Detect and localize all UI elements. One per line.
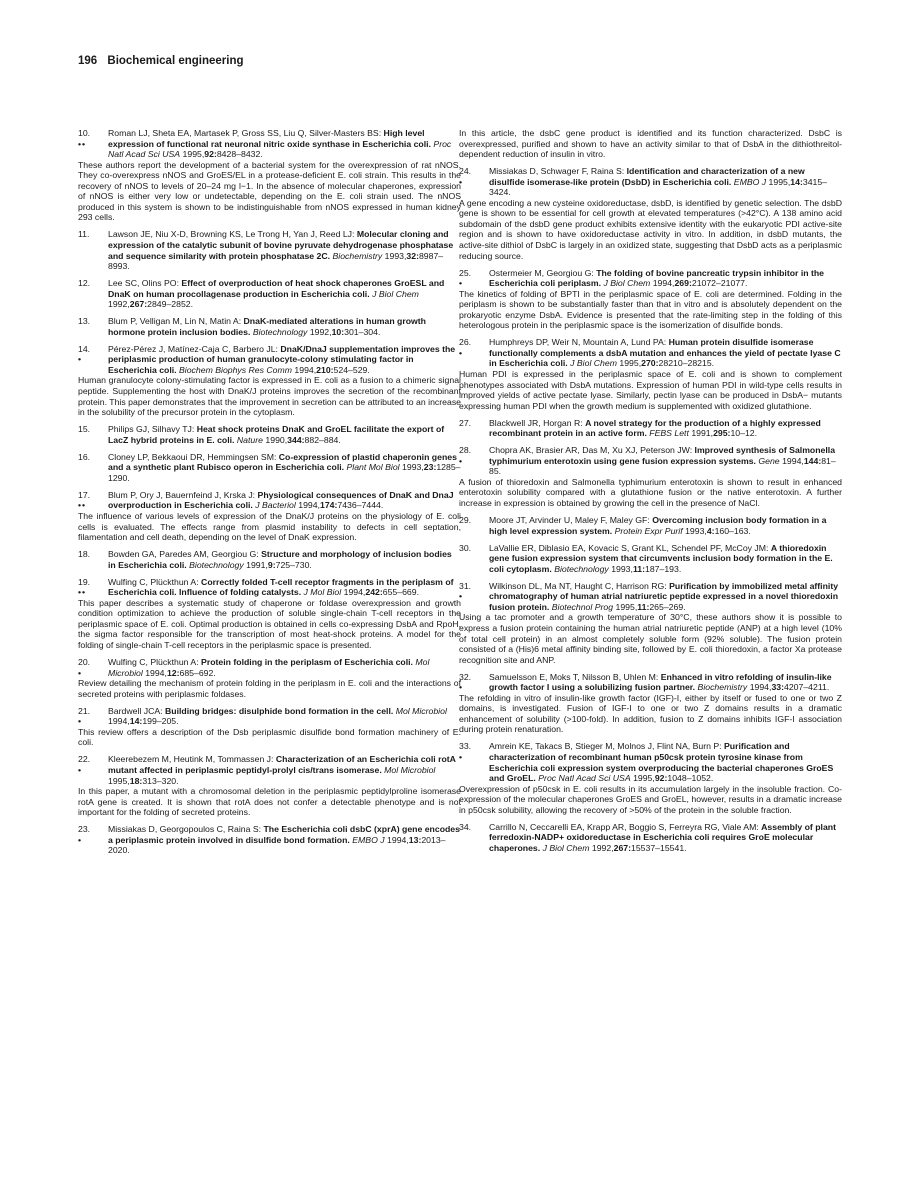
reference-title: The folding of bovine pancreatic trypsin inhibitor in the Escherichia coli periplasm. (489, 267, 825, 289)
reference-number: 25. (459, 267, 472, 278)
reference-pages: 8428–8432. (216, 149, 263, 160)
reference-year: 1991, (691, 428, 714, 439)
reference-entry (459, 418, 842, 439)
reference-authors: LaVallie ER, Diblasio EA, Kovacic S, Grant KL, Schendel PF, McCoy JM: (489, 542, 769, 553)
reference-journal: Nature (236, 434, 263, 445)
reference-entry (459, 515, 842, 536)
reference-title: The Escherichia coli dsbC (xprA) gene encodes a periplasmic protein involved in disulfide bond formation. (108, 824, 460, 845)
reference-authors: Lawson JE, Niu X-D, Browning KS, Le Trong H, Yan J, Reed LJ: (108, 229, 355, 240)
citation (108, 278, 461, 310)
reference-authors: Moore JT, Arvinder U, Maley F, Maley GF: (489, 515, 650, 526)
reference-volume: 23: (423, 462, 437, 473)
citation (108, 577, 461, 598)
reference-title: Physiological consequences of DnaK and DnaJ overproduction in Escherichia coli. (108, 489, 454, 511)
citation (489, 166, 842, 198)
reference-year: 1993, (402, 462, 424, 473)
reference-annotation: The influence of various levels of expression of the DnaK/J proteins on the physiology of E. coli cells is evaluated. The effects range from plasmid instability to defects in cell septation, filamentation and cell death, depending on the level of DnaK expression. (78, 511, 461, 543)
reference-authors: Humphreys DP, Weir N, Mountain A, Lund PA: (489, 337, 667, 348)
reference-authors: Wulfing C, Plückthun A: (108, 576, 199, 587)
reference-title: Enhanced in vitro refolding of insulin-like growth factor I using a solubilizing fusion partner. (489, 671, 832, 693)
reference-number: 28. (459, 445, 472, 456)
reference-authors: Missiakas D, Schwager F, Raina S: (489, 166, 625, 177)
reference-journal: J Mol Biol (303, 587, 342, 598)
reference-authors: Blum P, Velligan M, Lin N, Matin A: (108, 316, 242, 327)
reference-entry (459, 822, 842, 854)
reference-entry (78, 128, 461, 223)
reference-journal: Mol Microbiol (395, 705, 447, 716)
reference-journal: FEBS Lett (649, 428, 689, 439)
reference-entry (78, 706, 461, 748)
reference-number: 26. (459, 337, 472, 348)
reference-entry (459, 337, 842, 411)
citation (489, 741, 842, 783)
reference-entry (78, 424, 461, 445)
reference-authors: Missiakas D, Georgopoulos C, Raina S: (108, 824, 262, 835)
reference-volume: 32: (406, 250, 419, 261)
reference-annotation: Human PDI is expressed in the periplasmic space of E. coli and is shown to complement phenotypes associated with DsbA mutations. Expression of human PDI in wild-type cells results in improved yields of active pectate lyase. Similarly, pectin lyase can be produced in DsbA− mutants expressing human PDI when the growth medium is supplemented with oxidized glutathione. (459, 368, 842, 411)
reference-volume: 14: (790, 176, 803, 187)
reference-entry (78, 549, 461, 570)
citation (489, 337, 842, 369)
reference-journal: Mol Microbiol (108, 657, 430, 678)
reference-entry (459, 741, 842, 815)
annotation-rating: •• (78, 587, 87, 598)
reference-year: 1994, (145, 667, 167, 678)
reference-pages: 10–12. (730, 428, 758, 439)
reference-journal: J Biol Chem (603, 278, 651, 289)
reference-annotation: The refolding in vitro of insulin-like growth factor (IGF)-I, either by itself or fused to one or two Z domains, is investigated. Fusion of IGF-I to one or two Z domains results in a dramatic enhancement of solubility (>100-fold). In addition, fusion to Z domains inhibits IGF-I association during protein renaturation. (459, 692, 842, 735)
reference-journal: Gene (758, 455, 780, 466)
citation (489, 581, 842, 613)
reference-title: Effect of overproduction of heat shock chaperones GroESL and DnaK on human procollagenase production in Escherichia coli. (108, 278, 445, 299)
reference-authors: Cloney LP, Bekkaoui DR, Hemmingsen SM: (108, 451, 277, 462)
reference-journal: Biochemistry (697, 682, 748, 693)
reference-pages: 15537–15541. (631, 842, 687, 853)
reference-year: 1990, (265, 434, 288, 445)
reference-year: 1994, (108, 716, 130, 727)
citation (108, 657, 461, 678)
reference-number: 33. (459, 741, 472, 752)
reference-volume: 144: (803, 455, 822, 466)
reference-number: 21. (78, 705, 91, 716)
reference-pages: 882–884. (304, 434, 341, 445)
reference-volume: 267: (613, 842, 632, 853)
reference-entry (78, 344, 461, 418)
reference-journal: EMBO J (733, 176, 767, 187)
reference-volume: 12: (166, 667, 180, 678)
reference-number: 17. (78, 489, 91, 500)
reference-journal: Mol Microbiol (384, 764, 436, 775)
reference-annotation: Using a tac promoter and a growth temperature of 30°C, these authors show it is possible to express a fusion protein containing the human atrial natriuretic peptide (ANP) at a high level (10% of total cell protein) in an almost completely soluble form (92% soluble). The fusion protein consisted of a (His)6 metal affinity binding site, followed by E. coli thioredoxin, a factor Xa protease recognition site and ANP. (459, 612, 842, 665)
reference-title: Protein folding in the periplasm of Escherichia coli. (201, 657, 413, 668)
reference-title: Characterization of an Escherichia coli rotA mutant affected in periplasmic peptidyl-prolyl cis/trans isomerase. (108, 754, 456, 775)
reference-volume: 10: (331, 326, 345, 337)
annotation-rating: • (459, 455, 464, 466)
reference-pages: 265–269. (649, 601, 686, 612)
reference-journal: Biotechnology (189, 559, 244, 570)
right-column (459, 128, 842, 860)
page-header (78, 55, 244, 67)
reference-entry (78, 278, 461, 310)
reference-number: 32. (459, 671, 472, 682)
reference-volume: 267: (129, 299, 148, 310)
annotation-rating: • (78, 667, 83, 678)
reference-journal: EMBO J (352, 834, 385, 845)
reference-number: 23. (78, 824, 91, 835)
reference-title: Purification by immobilized metal affinity chromatography of human atrial natriuretic peptide expressed in a novel thioredoxin fusion protein. (489, 580, 839, 612)
running-title: Biochemical engineering (107, 55, 244, 67)
reference-authors: Chopra AK, Brasier AR, Das M, Xu XJ, Peterson JW: (489, 445, 693, 456)
reference-number: 16. (78, 451, 91, 462)
annotation-rating: • (459, 682, 464, 693)
reference-authors: Wulfing C, Plückthun A: (108, 657, 199, 668)
reference-volume: 242: (365, 587, 383, 598)
reference-title: Building bridges: disulphide bond formation in the cell. (164, 705, 394, 716)
reference-year: 1993, (685, 525, 707, 536)
reference-volume: 344: (287, 434, 305, 445)
reference-entry (78, 316, 461, 337)
reference-title: Assembly of plant ferredoxin-NADP+ oxidoreductase in Escherichia coli requires GroE molecular chaperones. (489, 821, 836, 853)
reference-pages: 2849–2852. (147, 299, 194, 310)
reference-pages: 81–85. (489, 455, 836, 477)
reference-number: 19. (78, 576, 91, 587)
reference-journal: Biotechnology (554, 563, 609, 574)
reference-volume: 92: (204, 149, 217, 160)
reference-year: 1992, (309, 326, 332, 337)
citation (108, 490, 461, 511)
citation (108, 424, 461, 445)
reference-annotation: In this paper, a mutant with a chromosomal deletion in the periplasmic peptidylproline isomerase rotA gene is created. It is shown that rotA does not confer a detectable phenotype and is not important for the folding of secreted proteins. (78, 786, 461, 818)
reference-pages: 725–730. (275, 559, 312, 570)
reference-title: Molecular cloning and expression of the catalytic subunit of bovine pyruvate dehydrogenase phosphatase and sequence similarity with protein phosphatase 2C. (108, 229, 454, 261)
continued-annotation: In this article, the dsbC gene product is identified and its function characterized. DsbC is overexpressed, purified and shown to have an activity similar to that of DsbA in the dithiothreitol-dependent reduction of insulin in vitro. (459, 128, 842, 160)
reference-year: 1994, (652, 278, 675, 289)
reference-annotation: Overexpression of p50csk in E. coli results in its accumulation largely in the insoluble fraction. Co-expression of the molecular chaperones GroES and GroEL, however, results in a dramatic increase in p50csk solubility, allowing the recovery of >50% of the protein in the soluble fraction. (459, 783, 842, 815)
reference-title: DnaK-mediated alterations in human growth hormone protein inclusion bodies. (108, 316, 426, 337)
reference-authors: Philips GJ, Silhavy TJ: (108, 424, 195, 435)
reference-entry (459, 166, 842, 261)
reference-authors: Ostermeier M, Georgiou G: (489, 267, 594, 278)
reference-number: 30. (459, 542, 472, 553)
reference-journal: Proc Natl Acad Sci USA (108, 138, 452, 160)
reference-number: 12. (78, 278, 91, 289)
citation (489, 672, 842, 693)
reference-pages: 187–193. (645, 563, 682, 574)
citation (489, 418, 842, 439)
reference-entry (78, 657, 461, 699)
reference-volume: 269: (674, 278, 692, 289)
citation (108, 706, 461, 727)
reference-year: 1993, (611, 563, 633, 574)
reference-authors: Kleerebezem M, Heutink M, Tommassen J: (108, 754, 274, 765)
reference-number: 10. (78, 128, 91, 138)
reference-title: High level expression of functional rat neuronal nitric oxide synthase in Escherichia coli. (108, 128, 431, 149)
reference-journal: Proc Natl Acad Sci USA (538, 773, 631, 784)
reference-annotation: A fusion of thioredoxin and Salmonella typhimurium enterotoxin is shown to result in enhanced enterotoxin solubility compared with a glutathione fusion or the native enterotoxin. A further increase in expression is obtained by growing the cell in the presence of NaCl. (459, 476, 842, 508)
reference-authors: Bardwell JCA: (108, 705, 163, 716)
annotation-rating: • (459, 751, 464, 762)
reference-journal: Biochem Biophys Res Comm (179, 364, 292, 375)
reference-year: 1995, (768, 176, 791, 187)
reference-annotation: This review offers a description of the Dsb periplasmic disulfide bond formation machinery of E. coli. (78, 726, 461, 748)
reference-year: 1993, (384, 250, 407, 261)
annotation-rating: • (78, 764, 83, 775)
citation (489, 515, 842, 536)
citation (108, 344, 461, 376)
reference-entry (78, 490, 461, 543)
reference-journal: J Biol Chem (542, 842, 590, 853)
citation (108, 824, 461, 856)
reference-journal: Biotechnology (252, 326, 308, 337)
reference-year: 1995, (182, 149, 205, 160)
reference-pages: 524–529. (333, 364, 370, 375)
reference-pages: 1048–1052. (667, 773, 714, 784)
reference-title: Heat shock proteins DnaK and GroEL facilitate the export of LacZ hybrid proteins in E. coli. (108, 424, 445, 445)
citation (108, 316, 461, 337)
annotation-rating: • (459, 278, 464, 289)
citation (489, 822, 842, 854)
reference-entry (78, 229, 461, 271)
reference-volume: 210: (316, 364, 334, 375)
reference-volume: 18: (129, 775, 143, 786)
reference-journal: Protein Expr Purif (614, 525, 683, 536)
citation (108, 229, 461, 271)
reference-year: 1994, (294, 364, 317, 375)
reference-pages: 7436–7444. (337, 500, 384, 511)
reference-entry (459, 445, 842, 508)
reference-title: Purification and characterization of recombinant human p50csk protein tyrosine kinase from Escherichia coli expression system overproducing the bacterial chaperones GroES and GroEL. (489, 741, 834, 784)
reference-pages: 2013–2020. (108, 834, 446, 856)
reference-entry (459, 543, 842, 575)
reference-entry (78, 577, 461, 651)
reference-volume: 92: (654, 773, 668, 784)
reference-title: Overcoming inclusion body formation in a high level expression system. (489, 515, 827, 536)
reference-pages: 28210–28215. (658, 358, 715, 369)
reference-year: 1994, (749, 682, 772, 693)
reference-pages: 4207–4211. (784, 682, 830, 693)
reference-number: 29. (459, 515, 472, 526)
reference-volume: 33: (771, 682, 784, 693)
reference-year: 1994, (782, 455, 804, 466)
annotation-rating: •• (78, 500, 87, 511)
reference-year: 1995, (619, 358, 642, 369)
annotation-rating: • (78, 834, 83, 845)
reference-number: 34. (459, 821, 472, 832)
annotation-rating: • (459, 176, 464, 187)
left-column (78, 128, 461, 862)
reference-year: 1995, (108, 775, 130, 786)
reference-number: 14. (78, 343, 91, 354)
reference-authors: Lee SC, Olins PO: (108, 278, 179, 289)
reference-year: 1992, (591, 842, 614, 853)
reference-annotation: A gene encoding a new cysteine oxidoreductase, dsbD, is identified by genetic selection. The dsbD gene is shown to be essential for cell growth at elevated temperatures (>42°C). A 138 amino acid subdomain of the dsbD gene product exhibits extensive identity with the eukaryotic PDI active-site region and is shown to have oxidoreductase activity in vitro. In addition, in dsbD mutants, the active-site dithiol of DsbC is largely in an oxidized state, suggesting that DsbD acts as a periplasmic reducing source. (459, 197, 842, 261)
reference-year: 1995, (615, 601, 638, 612)
reference-journal: J Biol Chem (372, 288, 419, 299)
reference-pages: 160–163. (714, 525, 751, 536)
reference-authors: Amrein KE, Takacs B, Stieger M, Molnos J, Flint NA, Burn P: (489, 741, 722, 752)
reference-authors: Blackwell JR, Horgan R: (489, 417, 583, 428)
reference-authors: Wilkinson DL, Ma NT, Haught C, Harrison RG: (489, 580, 667, 591)
reference-number: 15. (78, 424, 91, 435)
reference-pages: 313–320. (142, 775, 179, 786)
reference-volume: 11: (637, 601, 650, 612)
reference-entry (459, 672, 842, 735)
citation (108, 452, 461, 484)
reference-number: 24. (459, 166, 472, 177)
reference-volume: 270: (641, 358, 659, 369)
reference-annotation: These authors report the development of a bacterial system for the overexpression of rat nNOS. They co-overexpress nNOS and GroES/EL in a protease-deficient E. coli strain. This results in the recovery of nNOS to levels of 20–24 mg l−1. In the absence of molecular chaperones, expression of nNOS is either very low or undetectable, depending on the E. coli strain used. The nNOS produced in this system is shown to be indistinguishable from nNOS expressed in human kidney 293 cells. (78, 159, 461, 223)
reference-journal: J Bacteriol (255, 500, 296, 511)
citation (108, 128, 461, 160)
reference-title: Co-expression of plastid chaperonin genes and a synthetic plant Rubisco operon in Escherichia coli. (108, 451, 457, 473)
reference-volume: 295: (713, 428, 731, 439)
reference-number: 27. (459, 417, 472, 428)
reference-pages: 3415–3424. (489, 176, 828, 198)
reference-pages: 685–692. (179, 667, 216, 678)
reference-year: 1994, (298, 500, 320, 511)
reference-pages: 8987–8993. (108, 250, 444, 272)
citation (489, 445, 842, 477)
reference-title: Improved synthesis of Salmonella typhimurium enterotoxin using gene fusion expression systems. (489, 445, 836, 466)
citation (489, 543, 842, 575)
reference-year: 1995, (633, 773, 655, 784)
reference-entry (459, 581, 842, 665)
reference-year: 1994, (343, 587, 366, 598)
annotation-rating: • (78, 354, 83, 365)
citation (108, 754, 461, 786)
reference-year: 1991, (246, 559, 268, 570)
reference-journal: J Biol Chem (570, 358, 617, 369)
page-number: 196 (78, 55, 98, 67)
reference-entry (78, 452, 461, 484)
reference-title: Identification and characterization of a new disulfide isomerase-like protein (DsbD) in Escherichia coli. (489, 166, 805, 187)
reference-number: 20. (78, 657, 91, 668)
reference-volume: 9: (267, 559, 276, 570)
reference-pages: 301–304. (344, 326, 381, 337)
reference-year: 1992, (108, 299, 130, 310)
annotation-rating: • (459, 591, 464, 602)
reference-annotation: Review detailing the mechanism of protein folding in the periplasm in E. coli and the interactions of secreted proteins with periplasmic foldases. (78, 678, 461, 699)
reference-number: 31. (459, 580, 472, 591)
reference-entry (78, 824, 461, 856)
reference-volume: 174: (319, 500, 338, 511)
reference-title: Structure and morphology of inclusion bodies in Escherichia coli. (108, 549, 452, 570)
reference-pages: 21072–21077. (691, 278, 748, 289)
reference-annotation: The kinetics of folding of BPTI in the periplasmic space of E. coli are determined. Folding in the periplasm is shown to be substantially faster than that in vitro and is absolutely dependent on the prokaryotic enzyme DsbA. Evidence is presented that the rate-limiting step in the folding of this heterologous protein in the periplasmic space is the isomerization of disulfide bonds. (459, 288, 842, 331)
reference-volume: 4: (706, 525, 715, 536)
reference-title: Human protein disulfide isomerase functionally complements a dsbA mutation and enhances the yield of pectate lyase C in Escherichia coli. (489, 337, 841, 369)
reference-journal: Plant Mol Biol (346, 462, 400, 473)
reference-pages: 655–669. (382, 587, 419, 598)
reference-volume: 13: (408, 834, 422, 845)
reference-title: A thioredoxin gene fusion expression system that circumvents inclusion body formation in the E. coli cytoplasm. (489, 542, 833, 574)
reference-annotation: This paper describes a systematic study of chaperone or foldase overexpression and growth condition optimization to achieve the production of soluble single-chain T-cell receptors in the periplasmic space of E. coli. Optimal production is obtained in cells co-expressing DsbA and RpoH, the sigma factor responsible for the transcription of most heat-shock proteins. A model for the folding of single-chain T-cell receptors in the periplasmic space is presented. (78, 597, 461, 651)
annotation-rating: •• (78, 138, 87, 149)
reference-journal: Biochemistry (332, 250, 383, 261)
reference-number: 18. (78, 549, 91, 560)
reference-authors: Samuelsson E, Moks T, Nilsson B, Uhlen M: (489, 671, 659, 682)
reference-title: DnaK/DnaJ supplementation improves the periplasmic production of human granulocyte-colony stimulating factor in Escherichia coli. (108, 343, 456, 375)
reference-number: 22. (78, 754, 91, 765)
annotation-rating: • (459, 347, 464, 358)
reference-journal: Biotechnol Prog (551, 601, 614, 612)
reference-volume: 14: (129, 716, 143, 727)
reference-authors: Pérez-Pérez J, Matínez-Caja C, Barbero JL: (108, 343, 278, 354)
reference-entry (78, 754, 461, 817)
reference-number: 11. (78, 229, 90, 240)
citation (108, 549, 461, 570)
reference-annotation: Human granulocyte colony-stimulating factor is expressed in E. coli as a fusion to a chimeric signal peptide. Supplementing the host with DnaK/J proteins improves the secretion of the recombinant protein. This paper demonstrates that the improvement in secretion can be attributed to an increase in the solubility of the precursor protein in the cytoplasm. (78, 375, 461, 418)
reference-authors: Carrillo N, Ceccarelli EA, Krapp AR, Boggio S, Ferreyra RG, Viale AM: (489, 821, 759, 832)
reference-authors: Blum P, Ory J, Bauernfeind J, Krska J: (108, 489, 256, 500)
reference-title: A novel strategy for the production of a highly expressed recombinant protein in an active form. (489, 417, 821, 439)
reference-pages: 1285–1290. (108, 462, 461, 483)
reference-pages: 199–205. (142, 716, 179, 727)
reference-year: 1994, (387, 834, 409, 845)
reference-title: Correctly folded T-cell receptor fragments in the periplasm of Escherichia coli. Influence of folding catalysts. (108, 576, 454, 598)
reference-authors: Roman LJ, Sheta EA, Martasek P, Gross SS, Liu Q, Silver-Masters BS: (108, 128, 382, 138)
annotation-rating: • (78, 716, 83, 727)
reference-entry (459, 268, 842, 331)
reference-volume: 11: (632, 563, 646, 574)
citation (489, 268, 842, 289)
reference-number: 13. (78, 316, 91, 327)
reference-authors: Bowden GA, Paredes AM, Georgiou G: (108, 549, 259, 560)
